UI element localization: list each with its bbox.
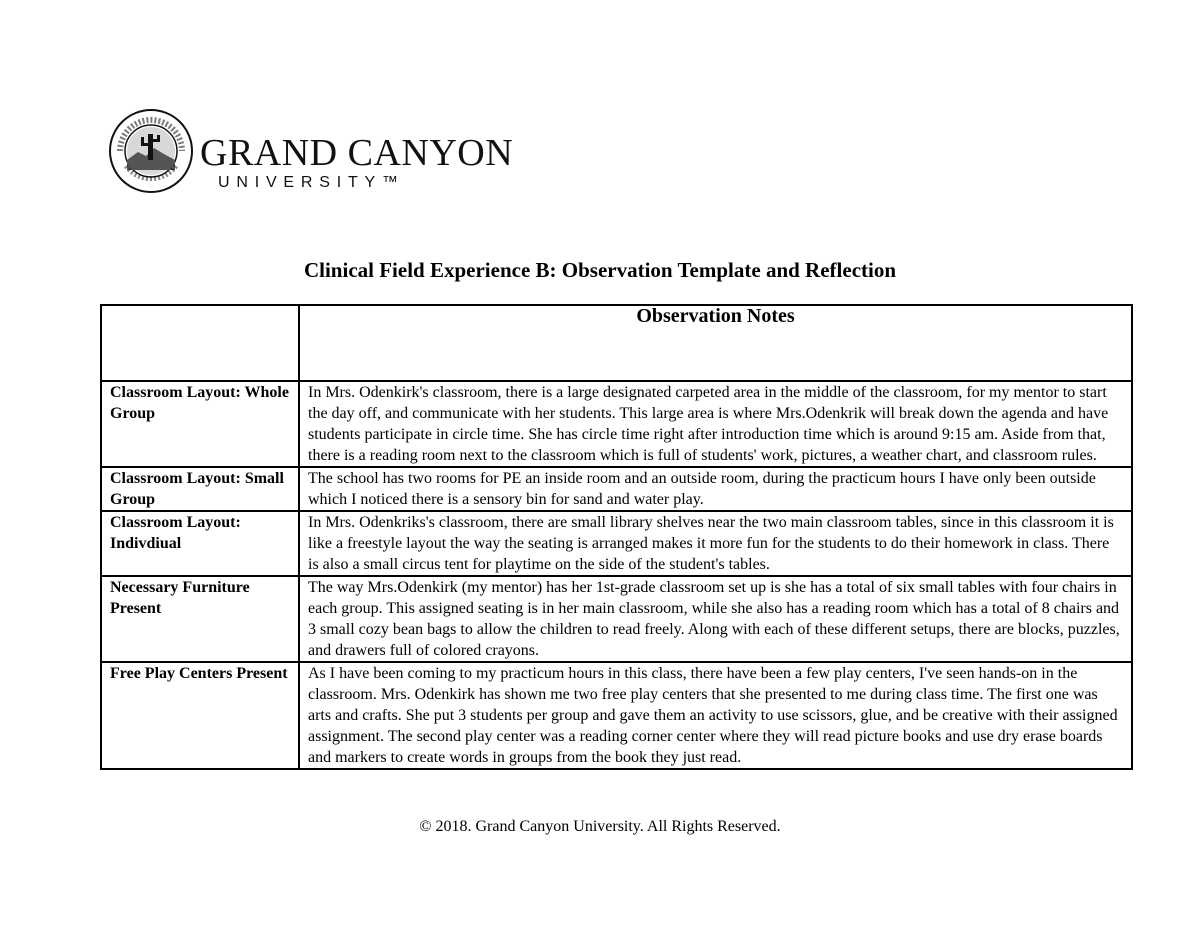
table-row (101, 381, 1132, 467)
row-label: Necessary Furniture Present (101, 576, 299, 662)
university-logo (108, 108, 514, 198)
row-label: Free Play Centers Present (101, 662, 299, 769)
row-label: Classroom Layout: Whole Group (101, 381, 299, 467)
row-notes: The school has two rooms for PE an inside room and an outside room, during the practicum hours I have only been outside which I noticed there is a sensory bin for sand and water play. (299, 467, 1132, 511)
observation-table (100, 304, 1133, 770)
document-title: Clinical Field Experience B: Observation Template and Reflection (303, 258, 897, 282)
table-row (101, 662, 1132, 769)
table-row (101, 467, 1132, 511)
row-label: Classroom Layout: Small Group (101, 467, 299, 511)
table-row (101, 511, 1132, 576)
table-header-row (101, 305, 1132, 381)
row-notes: In Mrs. Odenkriks's classroom, there are small library shelves near the two main classroom tables, since in this classroom it is like a freestyle layout the way the seating is arranged makes it more fun for the students to do their homework in class. There is also a small circus tent for playtime on the side of the student's tables. (299, 511, 1132, 576)
table-row (101, 576, 1132, 662)
row-notes: The way Mrs.Odenkirk (my mentor) has her 1st-grade classroom set up is she has a total of six small tables with four chairs in each group. This assigned seating is in her main classroom, while she also has a reading room which has a total of 8 chairs and 3 small cozy bean bags to allow the children to read freely. Along with each of these different setups, there are blocks, puzzles, and drawers full of colored crayons. (299, 576, 1132, 662)
header-observation-notes: Observation Notes (299, 305, 1132, 381)
header-blank-cell (101, 305, 299, 381)
row-label: Classroom Layout: Indivdiual (101, 511, 299, 576)
logo-wordmark-main: GRAND CANYON (200, 132, 514, 174)
row-notes: In Mrs. Odenkirk's classroom, there is a large designated carpeted area in the middle of the classroom, for my mentor to start the day off, and communicate with her students. This large area is where Mrs.Odenkrik will break down the agenda and have students participate in circle time. She has circle time right after introduction time which is around 9:15 am. Aside from that, there is a reading room next to the classroom which is full of students' work, pictures, a weather chart, and classroom rules. (299, 381, 1132, 467)
logo-wordmark (200, 134, 513, 192)
university-seal-icon (108, 108, 194, 194)
copyright-footer: © 2018. Grand Canyon University. All Rights Reserved. (419, 818, 781, 835)
logo-wordmark-sub: UNIVERSITY™ (218, 174, 405, 191)
row-notes: As I have been coming to my practicum hours in this class, there have been a few play centers, I've seen hands-on in the classroom. Mrs. Odenkirk has shown me two free play centers that she presented to me during class time. The first one was arts and crafts. She put 3 students per group and gave them an activity to use scissors, glue, and be creative with their assigned assignment. The second play center was a reading corner center where they will read picture books and use dry erase boards and markers to create words in groups from the book they just read. (299, 662, 1132, 769)
